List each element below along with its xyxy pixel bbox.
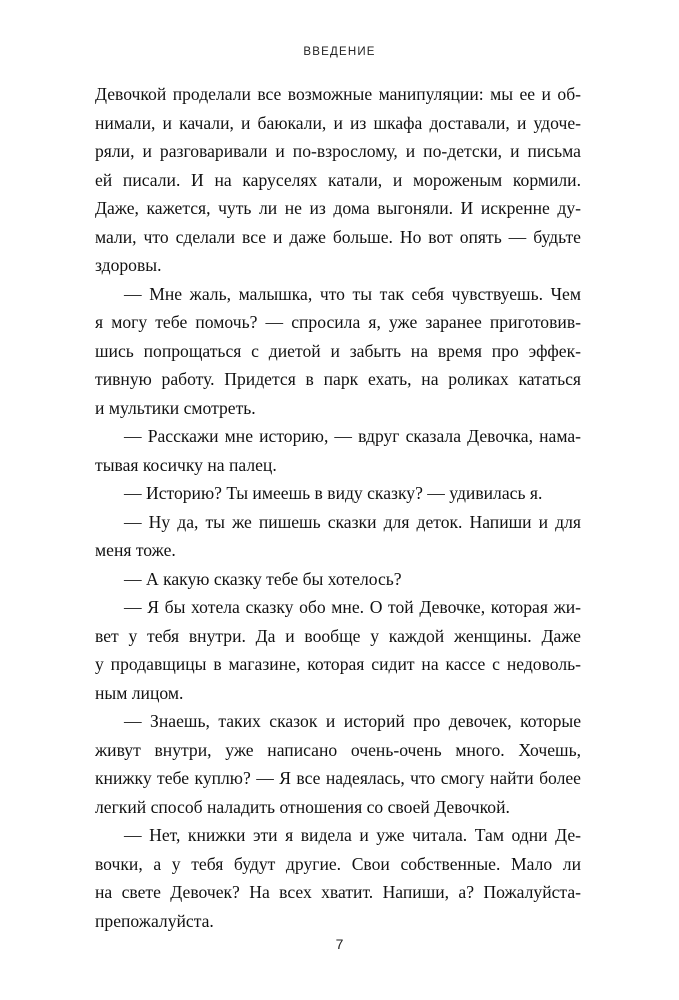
text-line: Девочкой проделали все возможные манипуляции: мы ее и об- [95,84,581,104]
text-line: ей писали. И на каруселях катали, и мороженым кормили. [95,169,581,190]
text-line: книжку тебе куплю? — Я все надеялась, что смогу найти более [95,768,581,788]
page-number: 7 [335,936,344,952]
body-text [95,80,581,935]
text-line: легкий способ наладить отношения со своей Девочкой. [95,796,510,817]
running-title: ВВЕДЕНИЕ [303,46,376,58]
text-line: и мультики смотреть. [95,397,256,418]
text-line: — Нет, книжки эти я видела и уже читала. Там одни Де- [124,825,581,845]
text-line: тывая косичку на палец. [95,454,277,475]
text-line: вочки, а у тебя будут другие. Свои собственные. Мало ли [95,853,581,874]
paragraph [95,479,581,508]
text-line: — Ну да, ты же пишешь сказки для деток. Напиши и для [124,511,581,532]
text-line: нимали, и качали, и баюкали, и из шкафа доставали, и удоче- [95,112,581,133]
text-line: — Я бы хотела сказку обо мне. О той Девочке, которая жи- [124,597,581,617]
text-line: — Знаешь, таких сказок и историй про девочек, которые [124,711,581,731]
text-line: вет у тебя внутри. Да и вообще у каждой женщины. Даже [95,625,581,646]
text-line: — Историю? Ты имеешь в виду сказку? — удивилась я. [124,483,543,503]
text-line: — Расскажи мне историю, — вдруг сказала Девочка, нама- [124,426,581,446]
paragraph [95,422,581,479]
paragraph [95,707,581,821]
text-line: Даже, кажется, чуть ли не из дома выгоняли. И искренне ду- [95,198,581,218]
paragraph [95,593,581,707]
text-line: мали, что сделали все и даже больше. Но вот опять — будьте [95,226,581,247]
text-line: ным лицом. [95,682,184,703]
text-line: ряли, и разговаривали и по-взрослому, и по-детски, и письма [95,141,581,161]
text-line: у продавщицы в магазине, которая сидит на кассе с недоволь- [95,654,581,674]
text-line: я могу тебе помочь? — спросила я, уже заранее приготовив- [95,312,581,332]
paragraph [95,821,581,935]
paragraph [95,565,581,594]
text-line: — А какую сказку тебе бы хотелось? [124,568,402,589]
text-line: — Мне жаль, малышка, что ты так себя чувствуешь. Чем [124,283,581,304]
paragraph [95,280,581,423]
text-line: препожалуйста. [95,910,214,931]
text-line: живут внутри, уже написано очень-очень много. Хочешь, [95,739,581,760]
text-line: шись попрощаться с диетой и забыть на время про эффек- [95,340,581,361]
text-line: тивную работу. Придется в парк ехать, на роликах кататься [95,369,581,389]
paragraph [95,80,581,280]
text-line: здоровы. [95,255,162,275]
paragraph [95,508,581,565]
text-line: меня тоже. [95,540,176,560]
text-line: на свете Девочек? На всех хватит. Напиши, а? Пожалуйста- [95,882,581,902]
